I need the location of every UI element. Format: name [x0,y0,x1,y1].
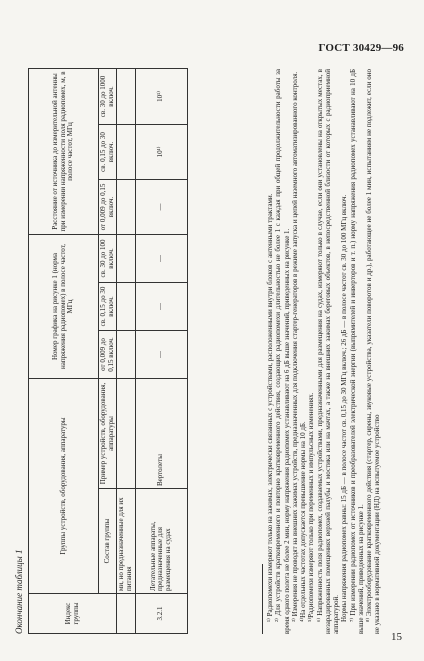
footnote: ⁴⁾На отдельных частотах допускается превышение нормы на 10 дБ. [299,421,307,622]
footnote: ⁶⁾ Напряженность поля радиопомех, создаваемых устройствами, предназначенными для размещения на судах, измеряют только в случае, если они установлены на открытых местах, в незарадированных помещениях верхней палубы и мостика или на мачтах, а также на внешних зажимах береговых объектов, в непосредственной близости от которых с радиоприемной аппаратурой. [315,69,340,634]
footnote: ¹⁾ Радиопомехи измеряют только на зажимах, электрически связанных с устройствами, расположенными внутри блоков с антенными трактами. [266,193,274,622]
footnotes [260,69,382,634]
row-index: 3.2.1 [135,594,187,634]
freq-dist-2: св. 0,15 до 30 включ. [99,124,117,179]
page-number: 15 [391,631,402,643]
freq-dist-1: от 0,009 до 0,15 включ. [99,179,117,234]
footnote: ⁷⁾ При измерении радиопомех от источников и преобразователей электрической энергии (выпрямителей и инверторов и т. п.) норму напряжения радиопомех устанавливают на 10 дБ выше значений, приведенных на рисунке 1. [348,69,365,634]
footnote: Нормы напряжения радиопомех равны: 15 дБ — в полосе частот св. 0,15 до 30 МГц включ.; 26 дБ — в полосе частот св. 30 до 100 МГц включ. [340,194,349,622]
col-example-header: Пример устройств, оборудования, аппаратуры [99,378,117,488]
footnote: ⁵⁾Радиопомехи измеряют только при переменных и импульсных изменениях. [307,392,316,622]
freq-dist-3: св. 30 до 1000 включ. [99,68,117,124]
row-val-3: — [135,234,187,282]
row-val-4: — [135,179,187,234]
row-group-name: Летательные аппараты, предназначенные для размещения на судах [135,489,187,594]
row-val-6: 10¹⁾ [135,68,187,124]
footnote: ³⁾ Измерения не проводят на внешних зажимах устройств, предназначенных для подключения стартер-генераторов в режиме запуска и цепей наземного автоматизированного контроля. [290,71,299,622]
row-top-text: ми, но предназначенные для их питания [117,489,135,594]
norms-table [28,68,188,634]
table-caption: Окончание таблицы 1 [14,549,24,634]
col-graph-header: Номер графика на рисунке 1 (норма напряжения радиопомех) в полосе частот, МГц [29,234,99,378]
footnote-rule [262,564,263,634]
row-example: Вертолеты [135,378,187,488]
freq-graph-1: от 0,009 до 0,15 включ. [99,330,117,378]
freq-graph-3: св. 30 до 100 включ. [99,234,117,282]
col-group-name-header: Состав группы [99,489,117,594]
col-index-header: Индекс группы [29,594,117,634]
row-val-2: — [135,282,187,330]
freq-graph-2: св. 0,15 до 30 включ. [99,282,117,330]
footnote: ⁸⁾ Электрооборудование кратковременного действия (стартер, сирены, звуковые устройства, указатели поворотов и др.), работающее не более 1 мин, испытаниям не подлежит, если оно не указано в нормативной документации (НД) на испытуемое устройство [365,69,382,634]
col-group-header: Группы устройств, оборудования, аппаратуры [29,378,99,593]
rotated-content [10,62,390,642]
standard-header: ГОСТ 30429—96 [318,42,404,54]
row-val-1: — [135,330,187,378]
footnote: ²⁾ Для устройств кратковременного и повторно кратковременного действия, создающих радиопомехи длительностью не более 1 с каждая при общей продолжительности работы за время одного полета не более 2 мин, норму напряжения радиопомех устанавливают на 6 дБ выше значений, приведенных на рисунке 1. [274,69,291,634]
col-dist-header: Расстояние от источника до измерительной антенны при измерении напряженности поля радиопомех, м, в полосе частот, МГц [29,68,99,234]
row-val-5: 10¹⁾ [135,124,187,179]
